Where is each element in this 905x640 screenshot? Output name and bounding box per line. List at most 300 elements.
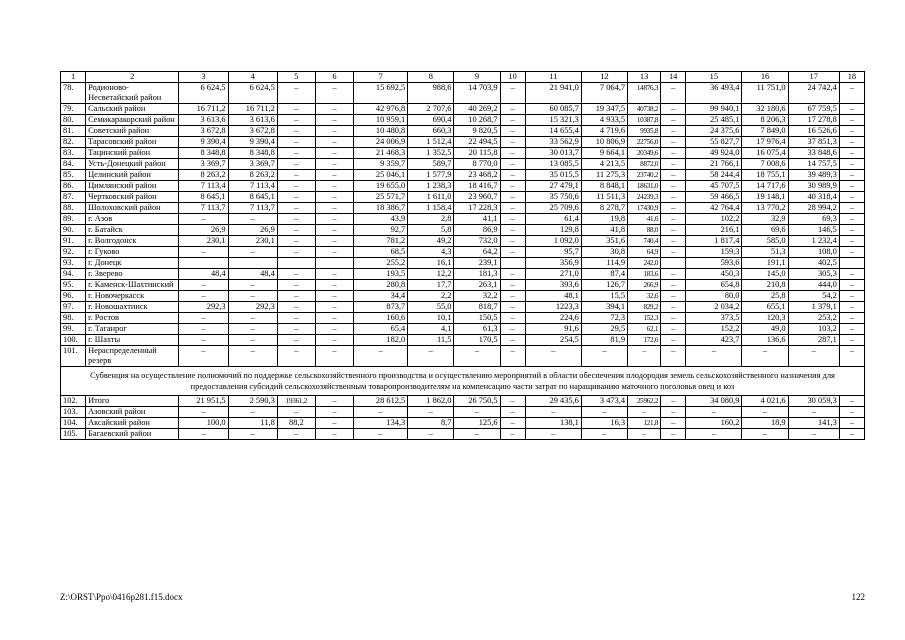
territory-name: Советский район <box>86 126 179 137</box>
value-cell-c13: 14876,3 <box>628 83 661 104</box>
value-cell-c10: – <box>500 302 525 313</box>
value-cell-c11: – <box>525 407 581 418</box>
value-cell-c17: 33 848,6 <box>788 148 839 159</box>
territory-name: г. Азов <box>86 214 179 225</box>
value-cell-c8: 2 707,6 <box>408 104 454 115</box>
value-cell-c14: – <box>661 247 686 258</box>
value-cell-c10: – <box>500 247 525 258</box>
row-number: 89. <box>61 214 86 225</box>
value-cell-c6: – <box>315 236 353 247</box>
territory-name: Родионово-Несветайский район <box>86 83 179 104</box>
value-cell-c18: – <box>839 225 864 236</box>
value-cell-c11: 95,7 <box>525 247 581 258</box>
value-cell-c5: – <box>277 170 315 181</box>
value-cell-c5: – <box>277 181 315 192</box>
value-cell-c16: 19 148,1 <box>742 192 788 203</box>
value-cell-c18: – <box>839 214 864 225</box>
value-cell-c3: – <box>179 291 228 302</box>
value-cell-c7: 24 006,9 <box>354 137 408 148</box>
value-cell-c12: 3 473,4 <box>581 396 627 407</box>
value-cell-c6 <box>315 258 353 269</box>
value-cell-c12: – <box>581 429 627 440</box>
value-cell-c8: 10,1 <box>408 313 454 324</box>
value-cell-c3: – <box>179 214 228 225</box>
value-cell-c12: 81,9 <box>581 335 627 346</box>
value-cell-c15: 373,5 <box>686 313 742 324</box>
value-cell-c5: – <box>277 192 315 203</box>
value-cell-c10: – <box>500 148 525 159</box>
row-number: 90. <box>61 225 86 236</box>
value-cell-c13: 829,2 <box>628 302 661 313</box>
value-cell-c16: 14 717,6 <box>742 181 788 192</box>
value-cell-c7: 160,6 <box>354 313 408 324</box>
value-cell-c14: – <box>661 313 686 324</box>
value-cell-c6: – <box>315 115 353 126</box>
value-cell-c13: 24239,3 <box>628 192 661 203</box>
value-cell-c15: 160,2 <box>686 418 742 429</box>
value-cell-c8: 8,7 <box>408 418 454 429</box>
value-cell-c16: 4 021,6 <box>742 396 788 407</box>
value-cell-c8: 1 238,3 <box>408 181 454 192</box>
value-cell-c15: – <box>686 407 742 418</box>
value-cell-c17: 1 379,1 <box>788 302 839 313</box>
value-cell-c16: 136,6 <box>742 335 788 346</box>
value-cell-c12: 19,8 <box>581 214 627 225</box>
row-number: 98. <box>61 313 86 324</box>
value-cell-c18: – <box>839 280 864 291</box>
table-row <box>61 324 865 335</box>
value-cell-c5: – <box>277 236 315 247</box>
value-cell-c8: 1 611,0 <box>408 192 454 203</box>
value-cell-c9: 20 115,8 <box>454 148 500 159</box>
territory-name: г. Гуково <box>86 247 179 258</box>
value-cell-c3: – <box>179 346 228 367</box>
value-cell-c5: – <box>277 429 315 440</box>
value-cell-c15: 654,8 <box>686 280 742 291</box>
value-cell-c9: 818,7 <box>454 302 500 313</box>
value-cell-c18: – <box>839 291 864 302</box>
value-cell-c16: 120,3 <box>742 313 788 324</box>
value-cell-c12: 4 213,5 <box>581 159 627 170</box>
value-cell-c7: 92,7 <box>354 225 408 236</box>
table-body <box>61 72 865 440</box>
value-cell-c4: – <box>228 324 277 335</box>
value-cell-c9: 8 770,0 <box>454 159 500 170</box>
value-cell-c5: – <box>277 115 315 126</box>
value-cell-c4: 3 369,7 <box>228 159 277 170</box>
table-row <box>61 429 865 440</box>
value-cell-c5: – <box>277 137 315 148</box>
value-cell-c5: – <box>277 214 315 225</box>
value-cell-c17: 24 742,4 <box>788 83 839 104</box>
value-cell-c5: – <box>277 302 315 313</box>
value-cell-c11: 129,8 <box>525 225 581 236</box>
value-cell-c16: 145,0 <box>742 269 788 280</box>
value-cell-c7: 9 359,7 <box>354 159 408 170</box>
value-cell-c18: – <box>839 126 864 137</box>
value-cell-c11: 33 562,9 <box>525 137 581 148</box>
table-row <box>61 181 865 192</box>
value-cell-c8: 16,1 <box>408 258 454 269</box>
value-cell-c3: 292,3 <box>179 302 228 313</box>
value-cell-c11: 48,1 <box>525 291 581 302</box>
row-number: 104. <box>61 418 86 429</box>
value-cell-c13: 64,9 <box>628 247 661 258</box>
value-cell-c12: 11 275,3 <box>581 170 627 181</box>
value-cell-c16: 7 849,0 <box>742 126 788 137</box>
value-cell-c10: – <box>500 181 525 192</box>
value-cell-c17: 402,5 <box>788 258 839 269</box>
table-row <box>61 247 865 258</box>
value-cell-c13: – <box>628 407 661 418</box>
value-cell-c13: 17430,9 <box>628 203 661 214</box>
value-cell-c12: 8 848,1 <box>581 181 627 192</box>
row-number: 100. <box>61 335 86 346</box>
value-cell-c14: – <box>661 302 686 313</box>
value-cell-c12: 41,8 <box>581 225 627 236</box>
value-cell-c10: – <box>500 192 525 203</box>
column-number-header: 15 <box>686 72 742 83</box>
value-cell-c3: – <box>179 335 228 346</box>
value-cell-c9: 40 269,2 <box>454 104 500 115</box>
value-cell-c15: 24 375,6 <box>686 126 742 137</box>
value-cell-c7: 18 386,7 <box>354 203 408 214</box>
territory-name: Итого <box>86 396 179 407</box>
value-cell-c8: 988,6 <box>408 83 454 104</box>
value-cell-c12: 30,8 <box>581 247 627 258</box>
value-cell-c4: – <box>228 407 277 418</box>
row-number: 88. <box>61 203 86 214</box>
value-cell-c6: – <box>315 170 353 181</box>
row-number: 105. <box>61 429 86 440</box>
value-cell-c16: 17 976,4 <box>742 137 788 148</box>
value-cell-c12: 7 064,7 <box>581 83 627 104</box>
value-cell-c8: 690,4 <box>408 115 454 126</box>
value-cell-c18: – <box>839 269 864 280</box>
value-cell-c12: 4 719,6 <box>581 126 627 137</box>
value-cell-c5 <box>277 258 315 269</box>
value-cell-c8: 1 577,9 <box>408 170 454 181</box>
table-row <box>61 291 865 302</box>
value-cell-c4: 9 390,4 <box>228 137 277 148</box>
territory-name: г. Таганрог <box>86 324 179 335</box>
value-cell-c4: 16 711,2 <box>228 104 277 115</box>
value-cell-c8: 17,7 <box>408 280 454 291</box>
value-cell-c6: – <box>315 429 353 440</box>
value-cell-c18: – <box>839 335 864 346</box>
column-number-header: 11 <box>525 72 581 83</box>
value-cell-c7: 19 655,0 <box>354 181 408 192</box>
territory-name: Усть-Донецкий район <box>86 159 179 170</box>
value-cell-c5: – <box>277 104 315 115</box>
value-cell-c6: – <box>315 181 353 192</box>
value-cell-c6: – <box>315 346 353 367</box>
row-number: 86. <box>61 181 86 192</box>
row-number: 96. <box>61 291 86 302</box>
value-cell-c14: – <box>661 181 686 192</box>
value-cell-c13: 152,3 <box>628 313 661 324</box>
value-cell-c10: – <box>500 104 525 115</box>
value-cell-c3: – <box>179 407 228 418</box>
value-cell-c9: 18 416,7 <box>454 181 500 192</box>
table-row <box>61 192 865 203</box>
value-cell-c18: – <box>839 302 864 313</box>
value-cell-c11: 35 015,5 <box>525 170 581 181</box>
value-cell-c18: – <box>839 396 864 407</box>
value-cell-c17: 28 994,2 <box>788 203 839 214</box>
value-cell-c7: 42 976,8 <box>354 104 408 115</box>
value-cell-c11: 29 435,6 <box>525 396 581 407</box>
value-cell-c13: 172,6 <box>628 335 661 346</box>
value-cell-c8: 49,2 <box>408 236 454 247</box>
value-cell-c13: 10387,8 <box>628 115 661 126</box>
territory-name: г. Батайск <box>86 225 179 236</box>
value-cell-c5: – <box>277 269 315 280</box>
value-cell-c13: 88,0 <box>628 225 661 236</box>
value-cell-c9: 239,1 <box>454 258 500 269</box>
value-cell-c14 <box>661 258 686 269</box>
value-cell-c4: – <box>228 429 277 440</box>
value-cell-c3: 8 263,2 <box>179 170 228 181</box>
value-cell-c6: – <box>315 203 353 214</box>
value-cell-c6: – <box>315 126 353 137</box>
value-cell-c12: 11 511,3 <box>581 192 627 203</box>
value-cell-c16: 16 075,4 <box>742 148 788 159</box>
row-number: 97. <box>61 302 86 313</box>
value-cell-c16: 18,9 <box>742 418 788 429</box>
value-cell-c4: – <box>228 280 277 291</box>
row-number: 85. <box>61 170 86 181</box>
value-cell-c17: 14 757,5 <box>788 159 839 170</box>
value-cell-c15: 59 466,5 <box>686 192 742 203</box>
table-row <box>61 115 865 126</box>
value-cell-c15: 36 493,4 <box>686 83 742 104</box>
value-cell-c12: 19 347,5 <box>581 104 627 115</box>
value-cell-c17: 108,0 <box>788 247 839 258</box>
value-cell-c7: 28 612,5 <box>354 396 408 407</box>
value-cell-c11: 271,0 <box>525 269 581 280</box>
value-cell-c15: 21 766,1 <box>686 159 742 170</box>
value-cell-c7: 15 692,5 <box>354 83 408 104</box>
row-number: 80. <box>61 115 86 126</box>
value-cell-c16: – <box>742 429 788 440</box>
value-cell-c11: 25 709,6 <box>525 203 581 214</box>
value-cell-c6: – <box>315 225 353 236</box>
value-cell-c16: 8 206,3 <box>742 115 788 126</box>
value-cell-c5: – <box>277 291 315 302</box>
value-cell-c9: 14 703,9 <box>454 83 500 104</box>
value-cell-c5: – <box>277 324 315 335</box>
table-row <box>61 225 865 236</box>
value-cell-c14: – <box>661 83 686 104</box>
value-cell-c8: 1 352,5 <box>408 148 454 159</box>
value-cell-c16: 11 751,0 <box>742 83 788 104</box>
table-row <box>61 418 865 429</box>
value-cell-c11: – <box>525 429 581 440</box>
value-cell-c6: – <box>315 192 353 203</box>
column-number-header: 14 <box>661 72 686 83</box>
value-cell-c6: – <box>315 269 353 280</box>
value-cell-c14: – <box>661 148 686 159</box>
value-cell-c5: – <box>277 407 315 418</box>
value-cell-c8: 12,2 <box>408 269 454 280</box>
column-number-header: 8 <box>408 72 454 83</box>
value-cell-c5: – <box>277 225 315 236</box>
value-cell-c13: – <box>628 429 661 440</box>
value-cell-c14: – <box>661 104 686 115</box>
table-row <box>61 83 865 104</box>
value-cell-c10: – <box>500 126 525 137</box>
value-cell-c9: 170,5 <box>454 335 500 346</box>
value-cell-c5: – <box>277 159 315 170</box>
value-cell-c12: 15,5 <box>581 291 627 302</box>
table-row <box>61 269 865 280</box>
value-cell-c14: – <box>661 291 686 302</box>
value-cell-c9: 23 468,2 <box>454 170 500 181</box>
value-cell-c3: 9 390,4 <box>179 137 228 148</box>
value-cell-c8: – <box>408 407 454 418</box>
table-row <box>61 104 865 115</box>
value-cell-c6: – <box>315 324 353 335</box>
value-cell-c17: 54,2 <box>788 291 839 302</box>
value-cell-c17: 16 526,6 <box>788 126 839 137</box>
value-cell-c15: 216,1 <box>686 225 742 236</box>
value-cell-c18: – <box>839 104 864 115</box>
table-row <box>61 148 865 159</box>
value-cell-c15: 450,3 <box>686 269 742 280</box>
value-cell-c11: 1223,3 <box>525 302 581 313</box>
value-cell-c10: – <box>500 269 525 280</box>
territory-name: Аксайский район <box>86 418 179 429</box>
value-cell-c14: – <box>661 214 686 225</box>
value-cell-c7: 193,5 <box>354 269 408 280</box>
value-cell-c4: 3 613,6 <box>228 115 277 126</box>
value-cell-c4: 230,1 <box>228 236 277 247</box>
value-cell-c8: 1 862,0 <box>408 396 454 407</box>
value-cell-c6: – <box>315 280 353 291</box>
budget-table <box>60 71 865 440</box>
territory-name: Азовский район <box>86 407 179 418</box>
value-cell-c5: – <box>277 203 315 214</box>
value-cell-c11: 254,5 <box>525 335 581 346</box>
value-cell-c5: – <box>277 83 315 104</box>
column-number-header: 13 <box>628 72 661 83</box>
value-cell-c14: – <box>661 115 686 126</box>
value-cell-c13: 121,8 <box>628 418 661 429</box>
territory-name: Цимлянский район <box>86 181 179 192</box>
value-cell-c7: – <box>354 407 408 418</box>
value-cell-c14: – <box>661 236 686 247</box>
value-cell-c12: 29,5 <box>581 324 627 335</box>
value-cell-c13: 32,6 <box>628 291 661 302</box>
value-cell-c15: 80,0 <box>686 291 742 302</box>
value-cell-c4: 8 348,8 <box>228 148 277 159</box>
value-cell-c13: 23740,2 <box>628 170 661 181</box>
value-cell-c3: – <box>179 247 228 258</box>
value-cell-c8: 589,7 <box>408 159 454 170</box>
value-cell-c3: 7 113,7 <box>179 203 228 214</box>
value-cell-c7: 280,8 <box>354 280 408 291</box>
value-cell-c4: 8 645,1 <box>228 192 277 203</box>
value-cell-c13: 242,0 <box>628 258 661 269</box>
value-cell-c11: 14 655,4 <box>525 126 581 137</box>
territory-name: г. Волгодонск <box>86 236 179 247</box>
value-cell-c7: 34,4 <box>354 291 408 302</box>
value-cell-c10: – <box>500 159 525 170</box>
value-cell-c16: 32,9 <box>742 214 788 225</box>
value-cell-c9: – <box>454 346 500 367</box>
value-cell-c3: 3 672,8 <box>179 126 228 137</box>
value-cell-c10 <box>500 258 525 269</box>
value-cell-c14: – <box>661 126 686 137</box>
value-cell-c3: 8 348,8 <box>179 148 228 159</box>
value-cell-c8: – <box>408 429 454 440</box>
value-cell-c14: – <box>661 407 686 418</box>
value-cell-c7: – <box>354 346 408 367</box>
value-cell-c8: 5,8 <box>408 225 454 236</box>
value-cell-c7: 25 571,7 <box>354 192 408 203</box>
column-number-header: 2 <box>86 72 179 83</box>
value-cell-c3 <box>179 258 228 269</box>
table-row <box>61 258 865 269</box>
value-cell-c13: 183,6 <box>628 269 661 280</box>
value-cell-c7: 21 468,3 <box>354 148 408 159</box>
value-cell-c16: 69,6 <box>742 225 788 236</box>
value-cell-c8: 2,2 <box>408 291 454 302</box>
value-cell-c11: 13 085,5 <box>525 159 581 170</box>
value-cell-c13: 25962,2 <box>628 396 661 407</box>
column-number-header: 4 <box>228 72 277 83</box>
value-cell-c9: 150,5 <box>454 313 500 324</box>
value-cell-c7: 255,2 <box>354 258 408 269</box>
value-cell-c6: – <box>315 396 353 407</box>
value-cell-c3: – <box>179 429 228 440</box>
value-cell-c14: – <box>661 418 686 429</box>
value-cell-c11: 15 321,3 <box>525 115 581 126</box>
value-cell-c17: 17 278,8 <box>788 115 839 126</box>
territory-name: Багаевский район <box>86 429 179 440</box>
row-number: 81. <box>61 126 86 137</box>
value-cell-c8: 1 512,4 <box>408 137 454 148</box>
value-cell-c11: 35 750,6 <box>525 192 581 203</box>
table-row <box>61 203 865 214</box>
value-cell-c7: 25 046,1 <box>354 170 408 181</box>
value-cell-c8: 4,1 <box>408 324 454 335</box>
value-cell-c12: 114,9 <box>581 258 627 269</box>
value-cell-c5: 19361,2 <box>277 396 315 407</box>
value-cell-c7: 10 959,1 <box>354 115 408 126</box>
value-cell-c3: 230,1 <box>179 236 228 247</box>
value-cell-c6: – <box>315 247 353 258</box>
column-number-header: 16 <box>742 72 788 83</box>
row-number: 87. <box>61 192 86 203</box>
value-cell-c10: – <box>500 291 525 302</box>
value-cell-c9: 23 960,7 <box>454 192 500 203</box>
value-cell-c18: – <box>839 418 864 429</box>
value-cell-c6: – <box>315 335 353 346</box>
value-cell-c16: 18 755,1 <box>742 170 788 181</box>
column-number-header: 9 <box>454 72 500 83</box>
row-number: 79. <box>61 104 86 115</box>
value-cell-c15: 423,7 <box>686 335 742 346</box>
value-cell-c14: – <box>661 192 686 203</box>
value-cell-c4: – <box>228 335 277 346</box>
value-cell-c14: – <box>661 170 686 181</box>
value-cell-c16: 585,0 <box>742 236 788 247</box>
value-cell-c11: 393,6 <box>525 280 581 291</box>
row-number: 102. <box>61 396 86 407</box>
row-number: 91. <box>61 236 86 247</box>
